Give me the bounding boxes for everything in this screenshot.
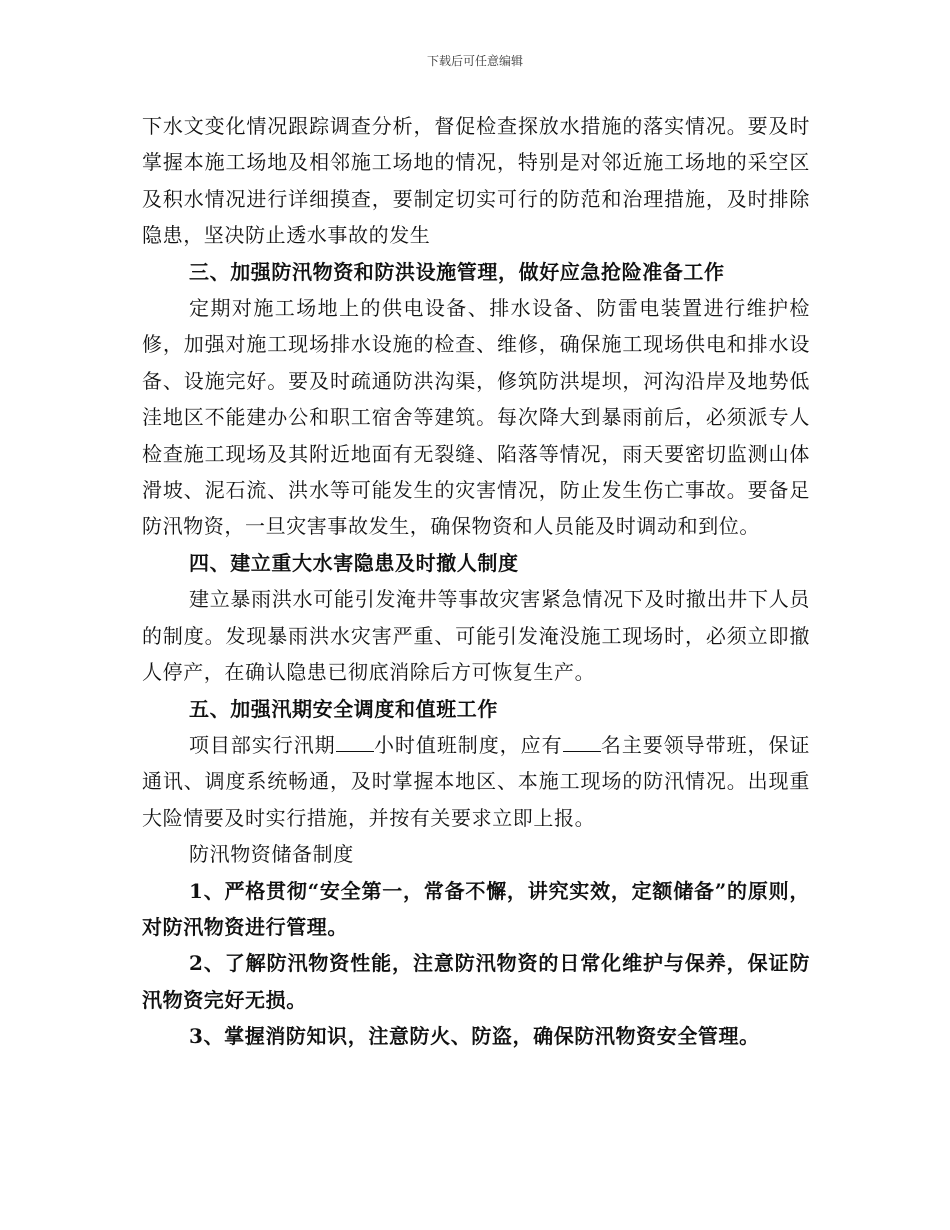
list-item-3: 3、掌握消防知识，注意防火、防盗，确保防汛物资安全管理。 xyxy=(189,1024,760,1049)
section-heading-4: 四、建立重大水害隐患及时撤人制度 xyxy=(189,550,519,575)
duty-text-b: 小时值班制度，应有 xyxy=(373,732,563,757)
paragraph-evacuation: 建立暴雨洪水可能引发淹井等事故灾害紧急情况下及时撤出井下人员的制度。发现暴雨洪水灾害严重、可能引发淹没施工现场时，必须立即撤人停产，在确认隐患已彻底消除后方可恢复生产。 xyxy=(142,587,810,685)
duty-text-c: 名主要领导带班，保证通讯、调度系统畅通，及时掌握本地区、本施工现场的防汛情况。出现重大险情要及时实行措施，并按有关要求立即上报。 xyxy=(142,732,811,830)
blank-leaders xyxy=(563,733,601,752)
section-heading-3: 三、加强防汛物资和防洪设施管理，做好应急抢险准备工作 xyxy=(189,259,725,284)
list-item-2: 2、了解防汛物资性能，注意防汛物资的日常化维护与保养，保证防汛物资完好无损。 xyxy=(142,951,810,1012)
section-title-storage: 防汛物资储备制度 xyxy=(189,842,354,867)
section-heading-5: 五、加强汛期安全调度和值班工作 xyxy=(189,696,498,721)
list-item-1: 1、严格贯彻“安全第一，常备不懈，讲究实效，定额储备”的原则，对防汛物资进行管理。 xyxy=(142,878,810,939)
page-header: 下载后可任意编辑 xyxy=(426,54,523,68)
document-body xyxy=(142,108,810,1055)
paragraph-duty xyxy=(142,727,810,836)
paragraph-continuation: 下水文变化情况跟踪调查分析，督促检查探放水措施的落实情况。要及时掌握本施工场地及相邻施工场地的情况，特别是对邻近施工场地的采空区及积水情况进行详细摸查，要制定切实可行的防范和治理措施，及时排除隐患，坚决防止透水事故的发生 xyxy=(142,114,810,248)
paragraph-flood-materials: 定期对施工场地上的供电设备、排水设备、防雷电装置进行维护检修，加强对施工现场排水设施的检查、维修，确保施工现场供电和排水设备、设施完好。要及时疏通防洪沟渠，修筑防洪堤坝，河沟沿岸及地势低洼地区不能建办公和职工宿舍等建筑。每次降大到暴雨前后，必须派专人检查施工现场及其附近地面有无裂缝、陷落等情况，雨天要密切监测山体滑坡、泥石流、洪水等可能发生的灾害情况，防止发生伤亡事故。要备足防汛物资，一旦灾害事故发生，确保物资和人员能及时调动和到位。 xyxy=(142,296,810,539)
duty-text-a: 项目部实行汛期 xyxy=(189,732,336,757)
blank-hours xyxy=(336,733,374,752)
